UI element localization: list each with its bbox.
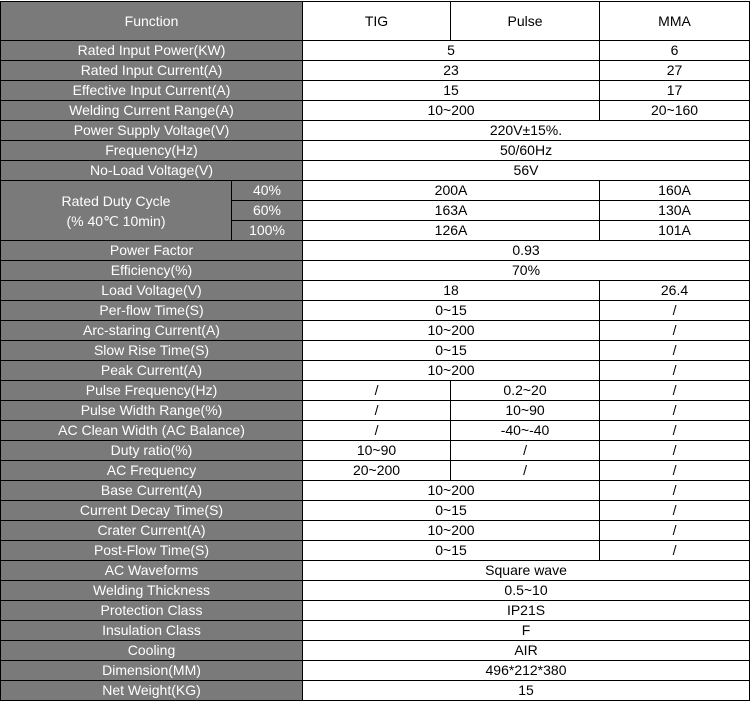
row-value: / (600, 461, 750, 481)
row-value: / (451, 461, 600, 481)
spec-row (1, 641, 750, 661)
spec-row (1, 481, 750, 501)
row-value: / (303, 421, 451, 441)
spec-row (1, 301, 750, 321)
row-value: / (600, 521, 750, 541)
row-value: 17 (600, 81, 750, 101)
spec-row (1, 81, 750, 101)
spec-row (1, 261, 750, 281)
spec-row (1, 341, 750, 361)
row-value: 5 (303, 41, 600, 61)
row-label: Frequency(Hz) (1, 141, 303, 161)
row-value: IP21S (303, 601, 750, 621)
header-tig: TIG (303, 2, 451, 41)
spec-table (0, 1, 750, 701)
row-label: Insulation Class (1, 621, 303, 641)
row-value: 0.2~20 (451, 381, 600, 401)
duty-cycle-percent: 40% (232, 181, 303, 201)
row-value: 27 (600, 61, 750, 81)
spec-row (1, 541, 750, 561)
header-row (1, 2, 750, 41)
row-value: 101A (600, 221, 750, 241)
spec-row (1, 61, 750, 81)
spec-row (1, 321, 750, 341)
row-value: 0.5~10 (303, 581, 750, 601)
row-value: 26.4 (600, 281, 750, 301)
row-label: AC Frequency (1, 461, 303, 481)
row-value: 20~160 (600, 101, 750, 121)
row-label: Power Supply Voltage(V) (1, 121, 303, 141)
spec-row (1, 621, 750, 641)
row-label: AC Clean Width (AC Balance) (1, 421, 303, 441)
spec-row (1, 381, 750, 401)
row-value: 0~15 (303, 501, 600, 521)
row-value: 70% (303, 261, 750, 281)
row-label: Welding Current Range(A) (1, 101, 303, 121)
row-label: Net Weight(KG) (1, 681, 303, 701)
row-value: 496*212*380 (303, 661, 750, 681)
spec-row (1, 661, 750, 681)
row-value: Square wave (303, 561, 750, 581)
spec-row (1, 281, 750, 301)
row-value: 130A (600, 201, 750, 221)
spec-row (1, 161, 750, 181)
row-value: F (303, 621, 750, 641)
row-value: 0~15 (303, 541, 600, 561)
row-label: Duty ratio(%) (1, 441, 303, 461)
row-value: 50/60Hz (303, 141, 750, 161)
row-value: 15 (303, 681, 750, 701)
row-value: / (600, 361, 750, 381)
row-label: Crater Current(A) (1, 521, 303, 541)
row-value: 163A (303, 201, 600, 221)
spec-row (1, 401, 750, 421)
row-value: 18 (303, 281, 600, 301)
row-value: / (600, 441, 750, 461)
spec-row (1, 241, 750, 261)
row-label: Arc-staring Current(A) (1, 321, 303, 341)
row-label: Current Decay Time(S) (1, 501, 303, 521)
row-label: AC Waveforms (1, 561, 303, 581)
row-label: Base Current(A) (1, 481, 303, 501)
row-value: 10~90 (303, 441, 451, 461)
row-label: Pulse Width Range(%) (1, 401, 303, 421)
duty-cycle-percent: 100% (232, 221, 303, 241)
row-value: 6 (600, 41, 750, 61)
row-value: / (600, 421, 750, 441)
row-value: / (600, 321, 750, 341)
row-label: Protection Class (1, 601, 303, 621)
row-value: 126A (303, 221, 600, 241)
row-label: Load Voltage(V) (1, 281, 303, 301)
row-value: 200A (303, 181, 600, 201)
row-label: Slow Rise Time(S) (1, 341, 303, 361)
duty-cycle-percent: 60% (232, 201, 303, 221)
row-value: 10~200 (303, 101, 600, 121)
header-pulse: Pulse (451, 2, 600, 41)
row-label: Rated Input Power(KW) (1, 41, 303, 61)
row-value: 10~200 (303, 361, 600, 381)
row-value: 10~90 (451, 401, 600, 421)
row-value: 220V±15%. (303, 121, 750, 141)
row-label: Post-Flow Time(S) (1, 541, 303, 561)
row-value: 10~200 (303, 481, 600, 501)
row-value: / (451, 441, 600, 461)
row-label: Welding Thickness (1, 581, 303, 601)
row-value: 23 (303, 61, 600, 81)
spec-row (1, 521, 750, 541)
spec-row (1, 141, 750, 161)
row-label: Dimension(MM) (1, 661, 303, 681)
row-label: Pulse Frequency(Hz) (1, 381, 303, 401)
header-mma: MMA (600, 2, 750, 41)
row-label: No-Load Voltage(V) (1, 161, 303, 181)
row-value: 160A (600, 181, 750, 201)
spec-table-body (1, 2, 750, 701)
row-value: / (600, 341, 750, 361)
header-function: Function (1, 2, 303, 41)
row-value: 20~200 (303, 461, 451, 481)
spec-row (1, 101, 750, 121)
spec-row (1, 501, 750, 521)
row-label: Efficiency(%) (1, 261, 303, 281)
row-value: -40~-40 (451, 421, 600, 441)
row-label: Rated Input Current(A) (1, 61, 303, 81)
row-value: 0~15 (303, 301, 600, 321)
row-label: Peak Current(A) (1, 361, 303, 381)
spec-row (1, 601, 750, 621)
row-value: / (303, 401, 451, 421)
spec-row (1, 121, 750, 141)
row-value: / (600, 381, 750, 401)
row-label: Per-flow Time(S) (1, 301, 303, 321)
row-value: 10~200 (303, 321, 600, 341)
row-label: Power Factor (1, 241, 303, 261)
row-value: / (303, 381, 451, 401)
duty-cycle-label-line2: (% 40℃ 10min) (66, 212, 166, 229)
row-value: 0~15 (303, 341, 600, 361)
spec-row (1, 581, 750, 601)
spec-row (1, 461, 750, 481)
spec-row (1, 681, 750, 701)
row-value: / (600, 501, 750, 521)
spec-row (1, 361, 750, 381)
row-value: 56V (303, 161, 750, 181)
row-value: 0.93 (303, 241, 750, 261)
spec-row (1, 561, 750, 581)
row-value: / (600, 301, 750, 321)
row-label: Effective Input Current(A) (1, 81, 303, 101)
row-value: / (600, 481, 750, 501)
spec-row (1, 441, 750, 461)
row-value: AIR (303, 641, 750, 661)
duty-cycle-row (1, 181, 750, 201)
duty-cycle-label-line1: Rated Duty Cycle (61, 192, 171, 209)
row-label: Cooling (1, 641, 303, 661)
spec-row (1, 41, 750, 61)
row-value: / (600, 541, 750, 561)
row-value: 15 (303, 81, 600, 101)
spec-row (1, 421, 750, 441)
duty-cycle-label (1, 181, 232, 241)
row-value: 10~200 (303, 521, 600, 541)
row-value: / (600, 401, 750, 421)
